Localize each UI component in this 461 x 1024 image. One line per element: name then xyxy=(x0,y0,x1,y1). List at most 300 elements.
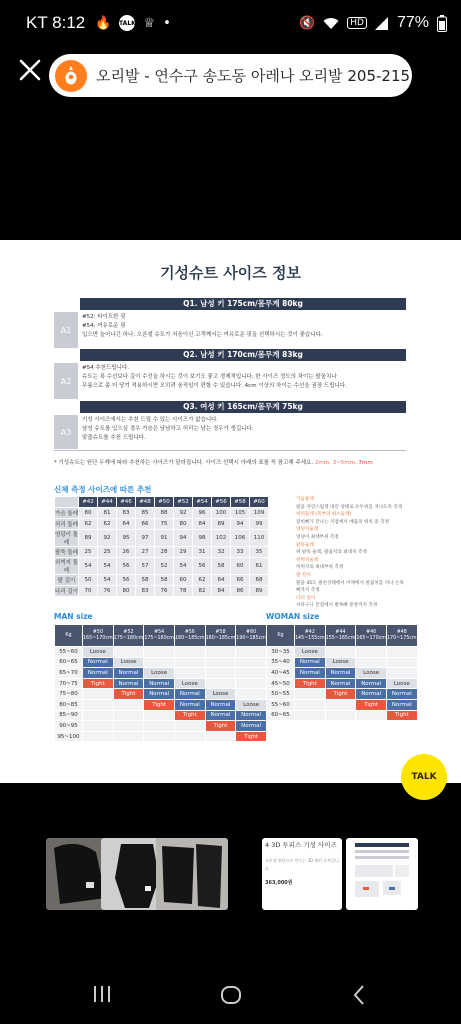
status-time: KT 8:12 xyxy=(26,13,86,32)
kg-cell: 75~80 xyxy=(55,689,83,700)
table-header-cell: #50 xyxy=(155,497,174,508)
kg-cell: 50~55 xyxy=(267,689,295,700)
fit-cell xyxy=(113,721,144,732)
fit-cell xyxy=(174,657,205,668)
fit-cell xyxy=(386,668,417,679)
table-cell: 83 xyxy=(136,586,155,597)
kg-cell: 80~85 xyxy=(55,699,83,710)
qa-label-a2: A2 xyxy=(54,363,78,399)
table-cell: 다리 길이 xyxy=(55,586,79,597)
table-cell: 56 xyxy=(193,558,212,575)
man-size-table xyxy=(54,624,267,742)
kg-cell: 60~65 xyxy=(55,657,83,668)
fit-cell xyxy=(325,699,356,710)
table-cell: 허리 둘레 xyxy=(55,519,79,530)
fit-cell: Loose xyxy=(83,647,114,658)
fit-cell: Loose xyxy=(205,689,236,700)
note-line: 허리둘레 (복부의 최소둘레) xyxy=(296,512,352,518)
fit-cell: Tight xyxy=(83,678,114,689)
table-cell: 80 xyxy=(79,508,98,519)
note-line: 허벅지의 최대부위 측정 xyxy=(296,565,344,571)
fit-cell: Tight xyxy=(205,721,236,732)
table-row xyxy=(267,678,418,689)
fit-cell xyxy=(144,721,175,732)
recent-apps-icon[interactable] xyxy=(92,984,112,1004)
fit-cell xyxy=(144,647,175,658)
table-cell: 66 xyxy=(231,575,250,586)
table-cell: 32 xyxy=(212,547,231,558)
kg-cell: 55~60 xyxy=(267,699,295,710)
fit-cell xyxy=(83,689,114,700)
table-cell: 84 xyxy=(193,519,212,530)
fit-cell xyxy=(236,657,267,668)
qa-question-2: Q2. 남성 키 170cm/몸무게 83kg xyxy=(80,349,406,361)
fit-cell: Loose xyxy=(113,657,144,668)
fit-cell: Normal xyxy=(325,668,356,679)
qa-line: 무릎으로 좀 더 당겨 적용하시면 오히려 움직임이 편할 수 있습니다. 4cm 이상의 차이는 수선을 권장 드립니다. xyxy=(82,383,347,389)
table-cell: 66 xyxy=(136,519,155,530)
fit-cell xyxy=(144,710,175,721)
fit-cell xyxy=(83,721,114,732)
note-line: 가슴둘레 xyxy=(296,497,314,502)
note-line: 팔을 자연스럽게 내린 상태로 유두위를 지나도록 측정 xyxy=(296,504,403,510)
footnote-highlight: 2mm, 3~5mm, xyxy=(314,460,357,466)
qa-line: 남성 슈트를 입으실 경우 가슴은 남남하고 허리는 남는 경우가 생깁니다. xyxy=(82,426,254,432)
table-row xyxy=(267,699,418,710)
table-cell: 78 xyxy=(174,586,193,597)
fit-cell: Loose xyxy=(144,668,175,679)
size-header xyxy=(356,625,387,647)
measure-notes xyxy=(296,496,406,610)
table-cell: 54 xyxy=(79,558,98,575)
table-cell: 27 xyxy=(136,547,155,558)
table-cell: 102 xyxy=(212,530,231,547)
battery-level: 77% xyxy=(396,14,429,31)
table-row xyxy=(55,547,269,558)
footnote xyxy=(54,458,373,466)
table-cell: 98 xyxy=(193,530,212,547)
note-line: 위 팔뚝 둘레, 팔꿈치의 최대치 측정 xyxy=(296,550,367,556)
size-code: #44 xyxy=(335,629,346,635)
kg-cell: 95~100 xyxy=(55,731,83,742)
table-row xyxy=(55,530,269,547)
fit-cell xyxy=(174,731,205,742)
table-cell: 60 xyxy=(231,558,250,575)
qa-line: 맞춤슈트를 추천 드립니다. xyxy=(82,435,146,441)
back-icon[interactable] xyxy=(352,984,366,1006)
fit-cell: Normal xyxy=(83,668,114,679)
table-cell: 100 xyxy=(212,508,231,519)
qa-line: #52: 타이트한 핏 xyxy=(82,314,126,320)
kg-cell: 85~90 xyxy=(55,710,83,721)
size-code: #46 xyxy=(366,629,377,635)
note-line: 다리 길이 xyxy=(296,595,316,601)
woman-size-table xyxy=(266,624,418,721)
body-measure-table xyxy=(54,496,269,597)
fit-cell: Normal xyxy=(83,657,114,668)
fit-cell: Tight xyxy=(325,689,356,700)
fit-cell: Loose xyxy=(325,657,356,668)
fit-cell xyxy=(325,647,356,658)
fit-cell: Normal xyxy=(205,710,236,721)
size-height: 155~165cm xyxy=(325,635,356,641)
note-line: 팔뚝둘레 xyxy=(296,542,314,548)
fit-cell xyxy=(356,647,387,658)
fit-cell xyxy=(356,657,387,668)
size-code: #58 xyxy=(215,629,226,635)
table-row xyxy=(55,731,267,742)
man-size-title: MAN size xyxy=(54,612,93,621)
fit-cell xyxy=(386,647,417,658)
table-cell: 62 xyxy=(193,575,212,586)
fit-cell xyxy=(174,668,205,679)
fit-cell xyxy=(236,678,267,689)
table-header-cell: #44 xyxy=(98,497,117,508)
table-cell: 80 xyxy=(174,519,193,530)
size-code: #54 xyxy=(154,629,165,635)
fit-cell xyxy=(205,668,236,679)
table-header-cell: #60 xyxy=(250,497,269,508)
table-cell: 56 xyxy=(117,575,136,586)
kg-cell: 45~50 xyxy=(267,678,295,689)
table-header-cell xyxy=(55,497,79,508)
kg-cell: 65~70 xyxy=(55,668,83,679)
fit-cell xyxy=(325,710,356,721)
table-cell: 68 xyxy=(250,575,269,586)
fit-cell: Tight xyxy=(356,699,387,710)
kg-cell: 70~75 xyxy=(55,678,83,689)
table-row xyxy=(267,647,418,658)
table-cell: 70 xyxy=(79,586,98,597)
table-cell: 28 xyxy=(155,547,174,558)
table-row xyxy=(267,710,418,721)
table-header-cell: #42 xyxy=(79,497,98,508)
product-image[interactable] xyxy=(0,240,461,783)
table-header-cell: #54 xyxy=(193,497,212,508)
fit-cell xyxy=(236,668,267,679)
fit-cell xyxy=(205,657,236,668)
table-cell: 94 xyxy=(231,519,250,530)
listing-title: 오리발 - 연수구 송도동 아레나 오리발 205-215 xyxy=(96,67,411,85)
size-height: 165~170cm xyxy=(356,635,386,641)
thumb-text: 4 3D 투피스 기성 사이즈 xyxy=(265,841,337,849)
table-cell: 가슴 둘레 xyxy=(55,508,79,519)
fit-cell: Normal xyxy=(174,699,205,710)
size-header xyxy=(205,625,236,647)
table-cell: 54 xyxy=(98,558,117,575)
fit-cell: Normal xyxy=(295,657,326,668)
fit-cell: Tight xyxy=(144,699,175,710)
fit-cell: Loose xyxy=(356,668,387,679)
table-cell: 97 xyxy=(136,530,155,547)
battery-icon xyxy=(437,15,447,32)
fit-cell: Normal xyxy=(144,689,175,700)
fit-cell: Tight xyxy=(386,710,417,721)
table-row xyxy=(55,558,269,575)
table-cell: 26 xyxy=(117,547,136,558)
kg-cell: 40~45 xyxy=(267,668,295,679)
table-header-cell: #56 xyxy=(212,497,231,508)
table-cell: 56 xyxy=(117,558,136,575)
table-header-cell: #46 xyxy=(117,497,136,508)
fit-cell: Normal xyxy=(236,721,267,732)
note-line: 서타구니 끝점에서 발목뼈 중앙까지 측정 xyxy=(296,603,378,609)
table-cell: 109 xyxy=(250,508,269,519)
table-cell: 엉덩이 둘레 xyxy=(55,530,79,547)
table-row xyxy=(267,657,418,668)
fit-cell xyxy=(205,678,236,689)
fit-cell: Normal xyxy=(144,678,175,689)
kg-header: Kg xyxy=(55,625,83,647)
table-cell: 105 xyxy=(231,508,250,519)
size-height: 145~155cm xyxy=(295,635,325,641)
kg-cell: 55~60 xyxy=(55,647,83,658)
table-cell: 84 xyxy=(212,586,231,597)
fit-cell xyxy=(356,710,387,721)
size-height: 175~180cm xyxy=(144,635,174,641)
size-height: 175~180cm xyxy=(113,635,144,641)
note-line: 팔 길이 xyxy=(296,572,311,578)
hd-badge: HD xyxy=(347,17,367,29)
table-row xyxy=(55,678,267,689)
size-header xyxy=(113,625,144,647)
table-row xyxy=(55,575,269,586)
fit-cell xyxy=(113,699,144,710)
kakao-talk-button[interactable]: TALK xyxy=(401,754,447,800)
fit-cell: Normal xyxy=(113,678,144,689)
kg-cell: 60~65 xyxy=(267,710,295,721)
size-height: 180~185cm xyxy=(205,635,236,641)
table-cell: 95 xyxy=(117,530,136,547)
table-row xyxy=(55,699,267,710)
fit-cell: Normal xyxy=(356,678,387,689)
size-code: #48 xyxy=(396,629,407,635)
table-row xyxy=(55,710,267,721)
table-cell: 31 xyxy=(193,547,212,558)
table-cell: 57 xyxy=(136,558,155,575)
table-cell: 62 xyxy=(98,519,117,530)
table-cell: 88 xyxy=(155,508,174,519)
table-cell: 82 xyxy=(193,586,212,597)
size-height: 180~185cm xyxy=(174,635,205,641)
fit-cell: Normal xyxy=(174,689,205,700)
table-cell: 61 xyxy=(250,558,269,575)
fit-cell xyxy=(144,731,175,742)
table-cell: 25 xyxy=(98,547,117,558)
table-cell: 35 xyxy=(250,547,269,558)
size-header xyxy=(174,625,205,647)
table-cell: 29 xyxy=(174,547,193,558)
size-header xyxy=(144,625,175,647)
table-cell: 76 xyxy=(155,586,174,597)
fit-cell xyxy=(205,731,236,742)
table-cell: 89 xyxy=(212,519,231,530)
fit-cell xyxy=(236,689,267,700)
table-cell: 85 xyxy=(136,508,155,519)
fit-cell: Normal xyxy=(356,689,387,700)
size-header xyxy=(386,625,417,647)
fit-cell xyxy=(386,657,417,668)
kakaotalk-icon: TALK xyxy=(119,15,135,31)
fit-cell: Loose xyxy=(236,699,267,710)
qa-line: 입으면 늘어나긴 하나, 오픈셀 슈트가 처음이신 고객께서는 여유로운 핏을 선택하시는 것이 좋습니다. xyxy=(82,332,323,338)
size-code: #60 xyxy=(246,629,257,635)
fit-cell: Tight xyxy=(295,678,326,689)
fit-cell xyxy=(144,657,175,668)
table-row xyxy=(267,668,418,679)
table-row xyxy=(55,519,269,530)
kg-cell: 35~40 xyxy=(267,657,295,668)
table-cell: 팔뚝 둘레 xyxy=(55,547,79,558)
system-nav-bar xyxy=(0,968,461,1024)
divider xyxy=(54,450,406,451)
note-line: 갈비뼈가 끝나는 지점에서 배꼽의 위치 중 측정 xyxy=(296,519,390,525)
footnote-highlight: 7mm xyxy=(358,460,373,466)
qa-label-a3: A3 xyxy=(54,415,78,449)
more-dot-icon: • xyxy=(163,15,171,31)
size-height: 190~185cm xyxy=(236,635,266,641)
close-icon[interactable] xyxy=(16,56,44,84)
qa-line: 슈트는 폭 수선보다 길이 수선을 하시는 것이 보기도 좋고 경제적입니다. 한 사이즈 정도의 차이는 팔꿈치나 xyxy=(82,374,337,380)
table-cell: 75 xyxy=(155,519,174,530)
status-bar xyxy=(0,0,461,46)
fit-cell xyxy=(113,647,144,658)
thumbnail-3[interactable] xyxy=(156,838,228,910)
table-cell: 89 xyxy=(250,586,269,597)
table-row xyxy=(55,586,269,597)
kg-cell: 90~95 xyxy=(55,721,83,732)
table-row xyxy=(55,668,267,679)
fit-cell: Tight xyxy=(174,710,205,721)
fit-cell: Normal xyxy=(295,668,326,679)
table-row xyxy=(55,508,269,519)
carrot-logo-icon xyxy=(55,60,87,92)
table-cell: 83 xyxy=(117,508,136,519)
thumbnail-5[interactable] xyxy=(346,838,418,910)
home-icon[interactable] xyxy=(220,984,242,1006)
table-cell: 58 xyxy=(155,575,174,586)
table-cell: 60 xyxy=(174,575,193,586)
table-cell: 50 xyxy=(79,575,98,586)
fit-cell xyxy=(205,647,236,658)
size-header xyxy=(295,625,326,647)
table-cell: 106 xyxy=(231,530,250,547)
fit-cell xyxy=(174,721,205,732)
table-row xyxy=(55,689,267,700)
qa-label-a1: A1 xyxy=(54,312,78,348)
table-cell: 팔 길이 xyxy=(55,575,79,586)
notification-icon: 🔥 xyxy=(95,15,112,31)
fit-cell xyxy=(83,731,114,742)
fit-cell xyxy=(113,731,144,742)
table-cell: 86 xyxy=(231,586,250,597)
table-header-cell: #52 xyxy=(174,497,193,508)
kg-cell: 30~35 xyxy=(267,647,295,658)
fit-cell xyxy=(113,710,144,721)
fit-cell xyxy=(295,699,326,710)
table-cell: 64 xyxy=(117,519,136,530)
fit-cell xyxy=(83,699,114,710)
fit-cell: Normal xyxy=(205,699,236,710)
table-cell: 62 xyxy=(79,519,98,530)
table-cell: 94 xyxy=(174,530,193,547)
fit-cell: Normal xyxy=(325,678,356,689)
thumbnail-4[interactable] xyxy=(262,838,342,910)
fit-cell: Tight xyxy=(113,689,144,700)
qa-question-1: Q1. 남성 키 175cm/몸무게 80kg xyxy=(80,298,406,310)
fit-cell xyxy=(174,647,205,658)
table-row xyxy=(55,657,267,668)
size-header xyxy=(83,625,114,647)
fit-cell xyxy=(236,647,267,658)
table-cell: 54 xyxy=(174,558,193,575)
listing-title-bar[interactable] xyxy=(49,54,412,97)
table-cell: 허벅지 둘레 xyxy=(55,558,79,575)
fit-cell: Normal xyxy=(386,699,417,710)
table-cell: 80 xyxy=(117,586,136,597)
mute-icon: 🔇 xyxy=(299,15,316,31)
table-cell: 58 xyxy=(212,558,231,575)
fit-cell: Normal xyxy=(113,668,144,679)
note-line: 엉덩이 최대부위 측정 xyxy=(296,534,339,540)
sheet-title: 기성슈트 사이즈 정보 xyxy=(160,264,301,282)
table-cell: 99 xyxy=(250,519,269,530)
fit-cell: Normal xyxy=(386,689,417,700)
table-header-cell: #58 xyxy=(231,497,250,508)
table-cell: 54 xyxy=(98,575,117,586)
wifi-icon xyxy=(323,17,339,30)
table-cell: 76 xyxy=(98,586,117,597)
table-cell: 33 xyxy=(231,547,250,558)
note-line: 허벅지둘레 xyxy=(296,557,319,563)
table-cell: 92 xyxy=(98,530,117,547)
kg-header: Kg xyxy=(267,625,295,647)
qa-line: 기성 사이즈에서는 추천 드릴 수 있는 사이즈가 없습니다. xyxy=(82,417,219,423)
signal-icon xyxy=(375,17,389,30)
table-cell: 81 xyxy=(98,508,117,519)
table-row xyxy=(55,647,267,658)
fit-cell: Normal xyxy=(236,710,267,721)
table-cell: 110 xyxy=(250,530,269,547)
size-header xyxy=(236,625,267,647)
qa-question-3: Q3. 여성 키 165cm/몸무게 75kg xyxy=(80,401,406,413)
fit-cell xyxy=(83,710,114,721)
table-cell: 52 xyxy=(155,558,174,575)
fit-cell: Loose xyxy=(295,647,326,658)
size-code: #52 xyxy=(123,629,134,635)
table-cell: 89 xyxy=(79,530,98,547)
table-cell: 92 xyxy=(174,508,193,519)
fit-cell xyxy=(295,689,326,700)
woman-size-title: WOMAN size xyxy=(266,612,320,621)
size-code: #56 xyxy=(184,629,195,635)
size-height: 170~175cm xyxy=(386,635,417,641)
fit-cell: Loose xyxy=(174,678,205,689)
note-line: 팔을 45도 펼친상태에서 어깨에서 팔꿈치를 지나 손목뼈까지 측정 xyxy=(296,580,404,594)
thumb-text: 오픈셀 원단으로 만드는 3D 패턴 슈트입니다 xyxy=(265,858,339,871)
note-line: 엉덩이둘레 xyxy=(296,527,319,533)
size-code: #42 xyxy=(304,629,315,635)
table-row xyxy=(267,689,418,700)
footnote-text: * 기성슈트는 원단 두께에 따라 추천하는 사이즈가 달라집니다. 사이즈 선택시 아래의 표를 꼭 참고해 주세요. xyxy=(54,460,314,466)
thumb-price: 363,000원 xyxy=(265,880,293,886)
table-cell: 96 xyxy=(193,508,212,519)
table-cell: 25 xyxy=(79,547,98,558)
body-section-title: 신체 측정 사이즈에 따른 추천 xyxy=(54,485,152,494)
size-code: #50 xyxy=(92,629,103,635)
size-height: 165~170cm xyxy=(83,635,113,641)
fit-cell: Tight xyxy=(236,731,267,742)
